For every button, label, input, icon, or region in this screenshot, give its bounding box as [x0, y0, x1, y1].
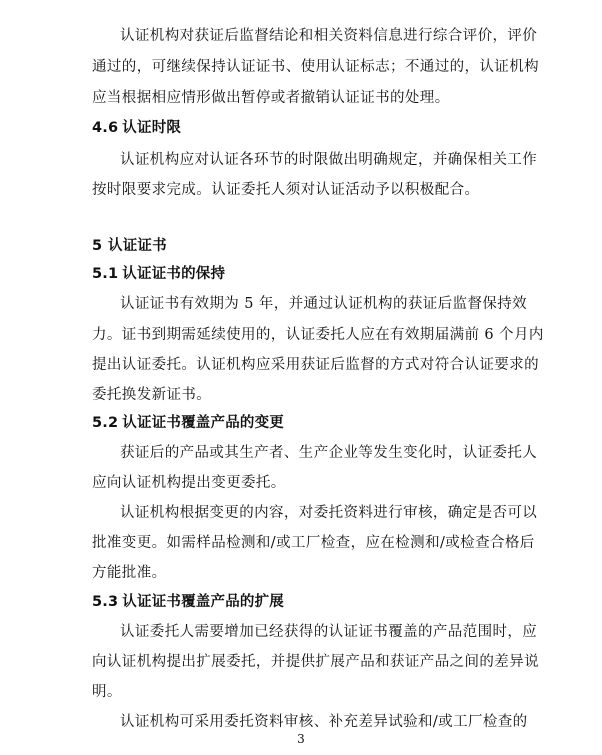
- section-title: 认证证书的保持: [122, 266, 226, 282]
- section-title: 认证时限: [122, 120, 182, 136]
- section-heading-5: [92, 236, 167, 256]
- body-text-line: 获证后的产品或其生产者、生产企业等发生变化时，认证委托人: [120, 445, 538, 461]
- section-title: 认证证书: [108, 238, 167, 254]
- section-number: 5: [92, 238, 103, 254]
- body-text-line: 向认证机构提出扩展委托，并提供扩展产品和获证产品之间的差异说: [92, 654, 539, 670]
- body-text-line: 通过的，可继续保持认证证书、使用认证标志；不通过的，认证机构: [92, 59, 539, 75]
- section-number: 5.2: [92, 415, 119, 431]
- body-text-line: 认证机构可采用委托资料审核、补充差异试验和/或工厂检查的: [120, 714, 528, 730]
- section-title: 认证证书覆盖产品的变更: [122, 415, 284, 431]
- section-heading-5-2: [92, 413, 284, 433]
- section-heading-4-6: [92, 118, 181, 138]
- body-text-line: 批准变更。如需样品检测和/或工厂检查，应在检测和/或检查合格后: [92, 535, 535, 551]
- section-number: 5.3: [92, 594, 119, 610]
- body-text-line: 认证机构应对认证各环节的时限做出明确规定，并确保相关工作: [120, 152, 538, 168]
- body-text-line: 认证机构根据变更的内容，对委托资料进行审核，确定是否可以: [120, 505, 538, 521]
- section-title: 认证证书覆盖产品的扩展: [122, 594, 284, 610]
- body-text-line: 应向认证机构提出变更委托。: [92, 475, 286, 491]
- section-heading-5-1: [92, 264, 225, 284]
- body-text-line: 应当根据相应情形做出暂停或者撤销认证证书的处理。: [92, 90, 450, 106]
- body-text-line: 委托换发新证书。: [92, 387, 212, 403]
- body-text-line: 方能批准。: [92, 565, 167, 581]
- body-text-line: 认证证书有效期为 5 年，并通过认证机构的获证后监督保持效: [120, 296, 528, 312]
- body-text-line: 按时限要求完成。认证委托人须对认证活动予以积极配合。: [92, 182, 480, 198]
- section-heading-5-3: [92, 592, 284, 612]
- body-text-line: 明。: [92, 684, 122, 700]
- body-text-line: 认证机构对获证后监督结论和相关资料信息进行综合评价，评价: [120, 28, 538, 44]
- section-number: 5.1: [92, 266, 119, 282]
- body-text-line: 力。证书到期需延续使用的，认证委托人应在有效期届满前 6 个月内: [92, 327, 544, 343]
- section-number: 4.6: [92, 120, 119, 136]
- page-number: 3: [297, 732, 305, 746]
- body-text-line: 认证委托人需要增加已经获得的认证证书覆盖的产品范围时，应: [120, 624, 538, 640]
- body-text-line: 提出认证委托。认证机构应采用获证后监督的方式对符合认证要求的: [92, 357, 539, 373]
